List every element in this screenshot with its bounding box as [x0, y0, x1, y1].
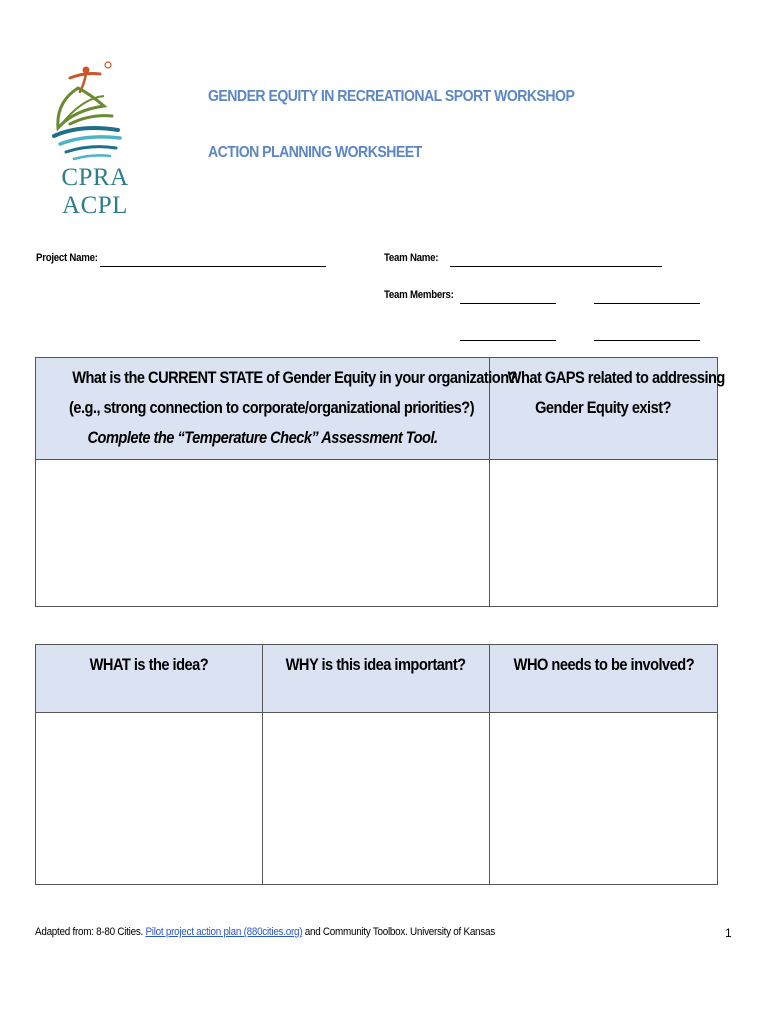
why-question: WHY is this idea important? — [286, 655, 466, 674]
what-answer-cell[interactable] — [36, 713, 263, 885]
cpra-acpl-logo — [30, 58, 160, 219]
temperature-check-instruction: Complete the “Temperature Check” Assessment Tool. — [87, 428, 438, 447]
current-state-question: What is the CURRENT STATE of Gender Equity in your organization? — [72, 368, 518, 387]
footer-prefix: Adapted from: 8-80 Cities. — [35, 926, 143, 938]
gaps-question-line1: What GAPS related to addressing — [507, 368, 725, 387]
project-name-label: Project Name: — [36, 252, 98, 264]
team-name-label: Team Name: — [384, 252, 439, 264]
worksheet-title: GENDER EQUITY IN RECREATIONAL SPORT WORKSHOP — [208, 88, 575, 105]
footer-credit — [35, 926, 495, 938]
what-question: WHAT is the idea? — [89, 655, 209, 674]
who-question: WHO needs to be involved? — [513, 655, 694, 674]
team-members-label: Team Members: — [384, 289, 454, 301]
project-name-field[interactable] — [100, 266, 326, 267]
logo-emblem-icon — [30, 58, 160, 163]
current-state-answer-cell[interactable] — [36, 460, 490, 607]
team-member-field-1[interactable] — [460, 303, 556, 304]
team-name-field[interactable] — [450, 266, 662, 267]
who-answer-cell[interactable] — [490, 713, 718, 885]
who-header — [490, 645, 718, 713]
what-header — [36, 645, 263, 713]
team-member-field-3[interactable] — [460, 340, 556, 341]
current-state-table — [35, 357, 725, 607]
page-number: 1 — [725, 926, 732, 940]
pilot-project-link[interactable]: Pilot project action plan (880cities.org) — [145, 926, 303, 938]
logo-text: CPRA ACPL — [61, 164, 129, 219]
gaps-header — [490, 358, 725, 460]
team-member-field-2[interactable] — [594, 303, 700, 304]
gaps-question-line2: Gender Equity exist? — [535, 398, 672, 417]
idea-table — [35, 644, 718, 885]
current-state-example: (e.g., strong connection to corporate/organizational priorities?) — [68, 398, 475, 417]
gaps-answer-cell[interactable] — [490, 460, 718, 607]
why-header — [263, 645, 490, 713]
team-member-field-4[interactable] — [594, 340, 700, 341]
why-answer-cell[interactable] — [263, 713, 490, 885]
current-state-header — [36, 358, 518, 460]
footer-suffix: and Community Toolbox. University of Kansas — [304, 926, 495, 938]
worksheet-subtitle: ACTION PLANNING WORKSHEET — [208, 144, 422, 161]
